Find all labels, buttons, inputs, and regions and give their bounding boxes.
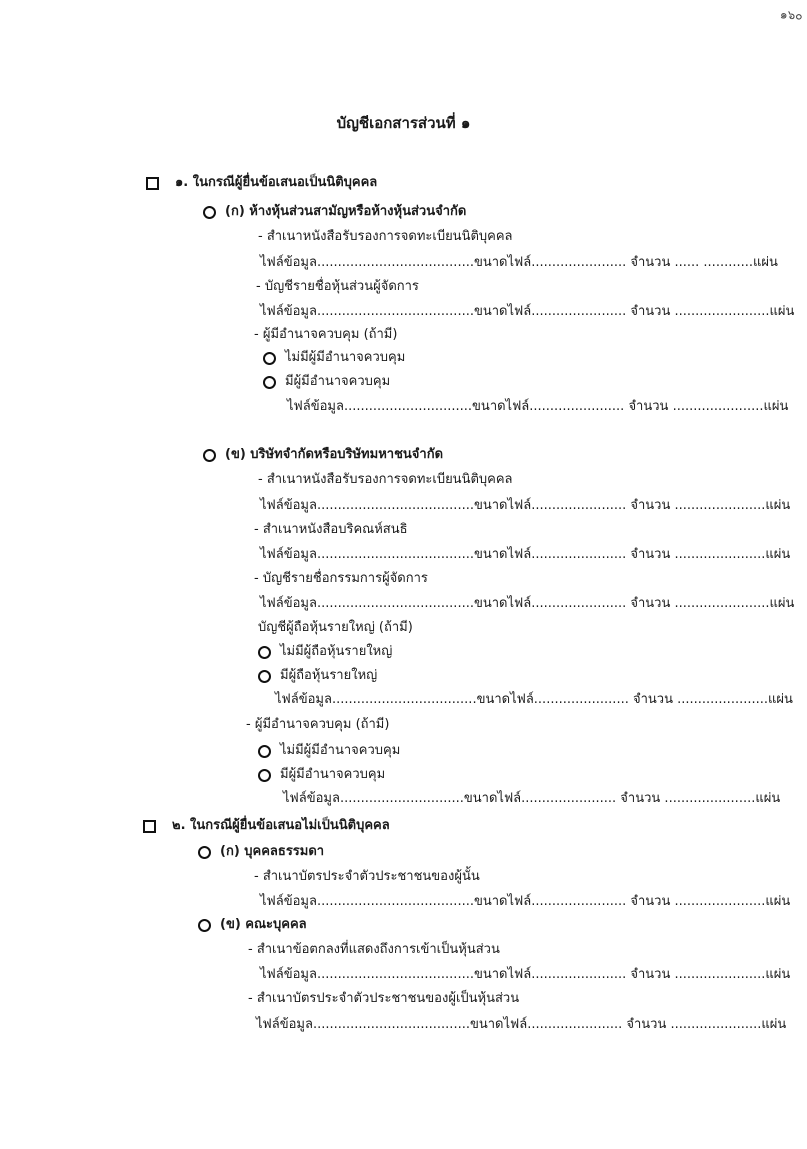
line-text: - สำเนาหนังสือรับรองการจดทะเบียนนิติบุคคล (258, 472, 513, 487)
line-text: - ผู้มีอำนาจควบคุม (ถ้ามี) (246, 717, 390, 732)
line-text: - สำเนาข้อตกลงที่แสดงถึงการเข้าเป็นหุ้นส่วน (248, 942, 500, 957)
document-line (203, 446, 443, 464)
line-text: ไฟล์ข้อมูล..............................ขนาดไฟล์....................... จำนวน ......................แผ่น (283, 791, 781, 806)
document-line (258, 619, 413, 637)
radio-option[interactable] (198, 846, 211, 859)
line-text: บัญชีผู้ถือหุ้นรายใหญ่ (ถ้ามี) (258, 620, 413, 635)
line-text: ไฟล์ข้อมูล......................................ขนาดไฟล์....................... จำนวน ......................แผ่น (260, 547, 791, 562)
line-text: - สำเนาบัตรประจำตัวประชาชนของผู้เป็นหุ้นส่วน (248, 991, 520, 1006)
document-line (246, 716, 389, 734)
document-line (198, 916, 307, 934)
document-line (260, 497, 790, 515)
line-text: (ข) บริษัทจำกัดหรือบริษัทมหาชนจำกัด (225, 447, 444, 462)
line-text: ไฟล์ข้อมูล...................................ขนาดไฟล์....................... จำนวน ......................แผ่น (275, 692, 793, 707)
line-text: ๒. ในกรณีผู้ยื่นข้อเสนอไม่เป็นนิติบุคคล (172, 818, 390, 833)
line-text: มีผู้มีอำนาจควบคุม (280, 767, 386, 782)
document-line (263, 373, 390, 391)
line-text: ไฟล์ข้อมูล......................................ขนาดไฟล์....................... จำนวน .......................แผ่น (260, 304, 795, 319)
page-number: ๑๖๐ (780, 7, 804, 23)
document-line (143, 817, 390, 835)
line-text: ไฟล์ข้อมูล...............................ขนาดไฟล์....................... จำนวน ......................แผ่น (287, 399, 789, 414)
document-line (260, 893, 790, 911)
document-line (260, 303, 794, 321)
line-text: ไฟล์ข้อมูล......................................ขนาดไฟล์....................... จำนวน ...... ............แผ่น (260, 255, 778, 270)
document-line (254, 521, 408, 539)
line-text: ๑. ในกรณีผู้ยื่นข้อเสนอเป็นนิติบุคคล (175, 175, 378, 190)
checkbox[interactable] (143, 820, 156, 833)
line-text: ไฟล์ข้อมูล......................................ขนาดไฟล์....................... จำนวน ......................แผ่น (260, 967, 791, 982)
line-text: - บัญชีรายชื่อกรรมการผู้จัดการ (254, 571, 428, 586)
document-line (203, 203, 466, 221)
radio-option[interactable] (203, 449, 216, 462)
line-text: ไฟล์ข้อมูล......................................ขนาดไฟล์....................... จำนวน ......................แผ่น (256, 1017, 787, 1032)
line-text: (ก) ห้างหุ้นส่วนสามัญหรือห้างหุ้นส่วนจำกัด (225, 204, 467, 219)
document-line (248, 990, 519, 1008)
document-line (260, 966, 790, 984)
document-line (256, 278, 419, 296)
document-line (260, 254, 778, 272)
line-text: มีผู้มีอำนาจควบคุม (285, 374, 391, 389)
line-text: ไฟล์ข้อมูล......................................ขนาดไฟล์....................... จำนวน ......................แผ่น (260, 894, 791, 909)
document-line (198, 843, 324, 861)
document-line (263, 349, 405, 367)
radio-option[interactable] (203, 206, 216, 219)
line-text: (ก) บุคคลธรรมดา (220, 844, 325, 859)
line-text: ไม่มีผู้มีอำนาจควบคุม (285, 350, 406, 365)
line-text: - สำเนาหนังสือบริคณห์สนธิ (254, 522, 408, 537)
document-line (254, 868, 480, 886)
document-title: บัญชีเอกสารส่วนที่ ๑ (336, 114, 471, 132)
document-line (260, 546, 790, 564)
document-line (260, 595, 794, 613)
line-text: ไม่มีผู้มีอำนาจควบคุม (280, 743, 401, 758)
radio-option[interactable] (258, 670, 271, 683)
document-line (248, 941, 500, 959)
line-text: มีผู้ถือหุ้นรายใหญ่ (280, 668, 378, 683)
checkbox[interactable] (146, 177, 159, 190)
document-line (258, 228, 513, 246)
document-line (258, 766, 385, 784)
radio-option[interactable] (258, 745, 271, 758)
line-text: ไม่มีผู้ถือหุ้นรายใหญ่ (280, 644, 393, 659)
radio-option[interactable] (263, 352, 276, 365)
radio-option[interactable] (198, 919, 211, 932)
radio-option[interactable] (258, 769, 271, 782)
document-line (258, 667, 377, 685)
line-text: (ข) คณะบุคคล (220, 917, 307, 932)
radio-option[interactable] (263, 376, 276, 389)
document-line (254, 326, 397, 344)
radio-option[interactable] (258, 646, 271, 659)
document-line (275, 691, 793, 709)
document-line (287, 398, 788, 416)
line-text: - สำเนาบัตรประจำตัวประชาชนของผู้นั้น (254, 869, 480, 884)
document-line (258, 643, 392, 661)
document-line (146, 174, 377, 192)
line-text: - ผู้มีอำนาจควบคุม (ถ้ามี) (254, 327, 398, 342)
line-text: ไฟล์ข้อมูล......................................ขนาดไฟล์....................... จำนวน .......................แผ่น (260, 596, 795, 611)
document-line (258, 742, 400, 760)
line-text: - บัญชีรายชื่อหุ้นส่วนผู้จัดการ (256, 279, 419, 294)
document-line (254, 570, 428, 588)
line-text: - สำเนาหนังสือรับรองการจดทะเบียนนิติบุคคล (258, 229, 513, 244)
document-line (283, 790, 780, 808)
document-line (258, 471, 513, 489)
line-text: ไฟล์ข้อมูล......................................ขนาดไฟล์....................... จำนวน ......................แผ่น (260, 498, 791, 513)
document-line (256, 1016, 786, 1034)
